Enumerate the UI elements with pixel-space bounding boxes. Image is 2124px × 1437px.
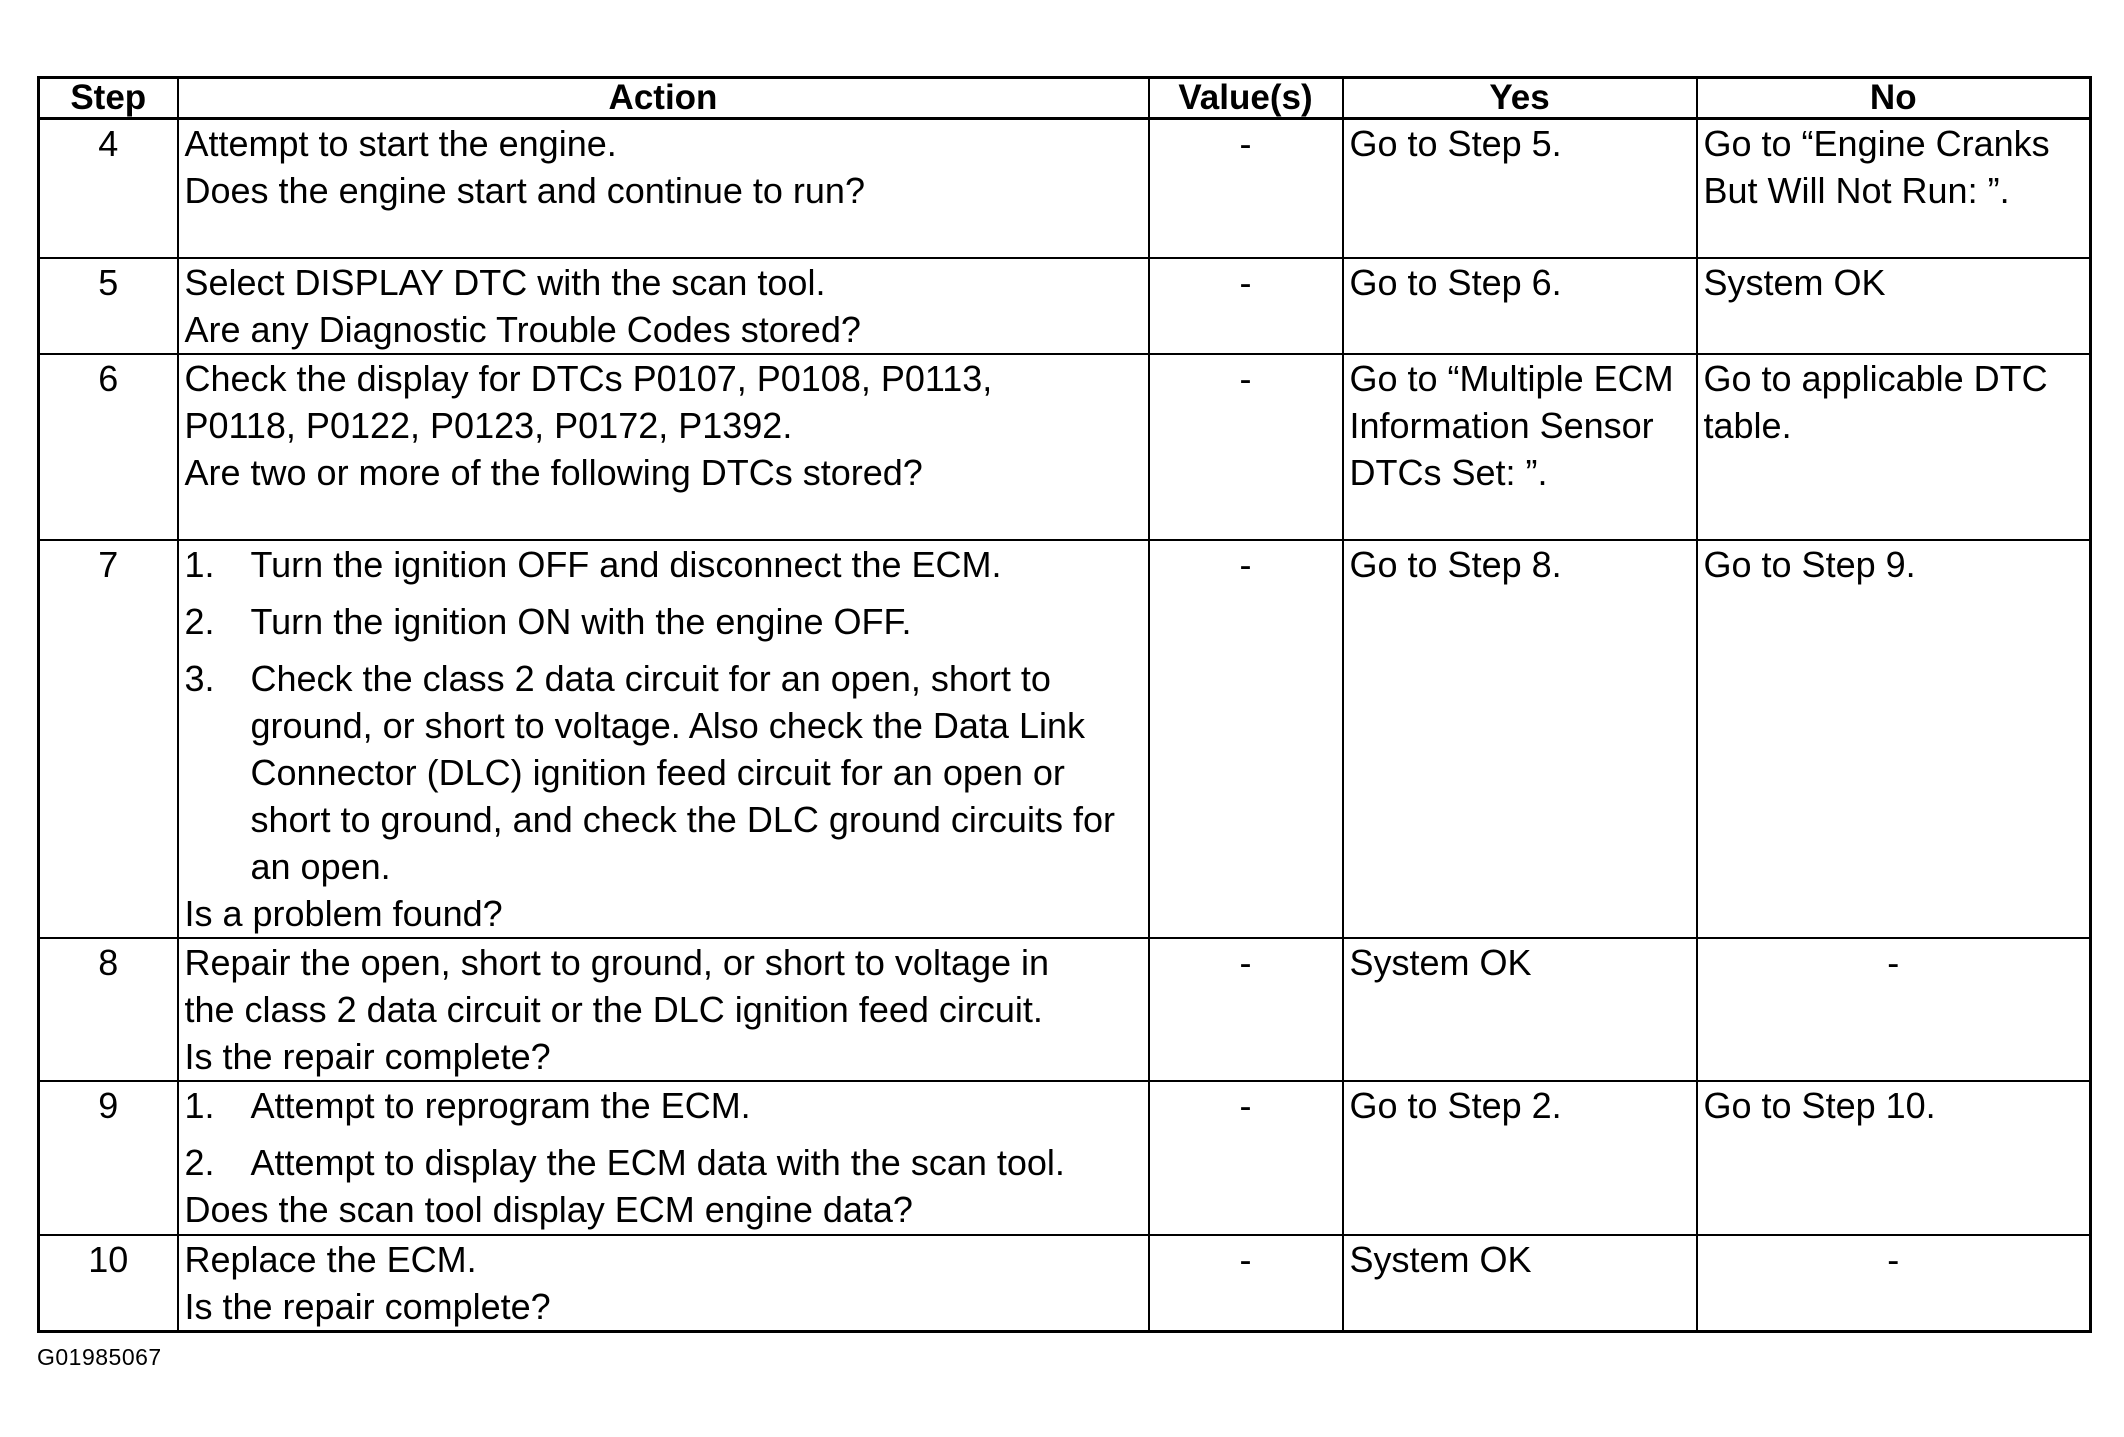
list-item	[185, 598, 1142, 645]
yes-cell: System OK	[1343, 1235, 1697, 1332]
table-row	[39, 119, 2091, 258]
step-number: 5	[39, 258, 178, 354]
action-line: the class 2 data circuit or the DLC ignition feed circuit.	[184, 988, 1043, 1030]
action-question: Does the scan tool display ECM engine data?	[184, 1188, 913, 1230]
header-yes: Yes	[1343, 78, 1697, 119]
no-cell: -	[1697, 1235, 2091, 1332]
yes-cell: Go to Step 5.	[1343, 119, 1697, 258]
list-item-number: 3.	[184, 657, 215, 699]
list-item-number: 2.	[184, 1141, 215, 1183]
list-item-text: Attempt to display the ECM data with the scan tool.	[250, 1141, 1065, 1183]
list-item	[185, 541, 1142, 588]
figure-id-label: G01985067	[37, 1344, 162, 1370]
list-item-text: Turn the ignition ON with the engine OFF.	[250, 600, 912, 642]
list-item	[185, 655, 1142, 890]
action-cell	[178, 1081, 1149, 1235]
value-cell: -	[1149, 938, 1343, 1081]
action-cell	[178, 119, 1149, 258]
action-line: Replace the ECM.	[184, 1238, 477, 1280]
action-question: Does the engine start and continue to run?	[184, 170, 865, 211]
no-cell: Go to “Engine Cranks But Will Not Run: ”.	[1697, 119, 2091, 258]
no-cell: Go to Step 9.	[1697, 540, 2091, 938]
table-row	[39, 354, 2091, 540]
diagnostic-table	[37, 76, 2092, 1333]
step-number: 8	[39, 938, 178, 1081]
no-cell: System OK	[1697, 258, 2091, 354]
header-values: Value(s)	[1149, 78, 1343, 119]
action-line: P0118, P0122, P0123, P0172, P1392.	[184, 404, 793, 446]
table-row	[39, 938, 2091, 1081]
value-cell: -	[1149, 119, 1343, 258]
step-number: 7	[39, 540, 178, 938]
no-cell: Go to Step 10.	[1697, 1081, 2091, 1235]
action-cell	[178, 354, 1149, 540]
action-cell	[178, 1235, 1149, 1332]
action-line: Repair the open, short to ground, or short to voltage in	[184, 941, 1050, 983]
yes-cell: System OK	[1343, 938, 1697, 1081]
action-question: Is the repair complete?	[184, 1285, 551, 1327]
table-row	[39, 540, 2091, 938]
step-number: 9	[39, 1081, 178, 1235]
action-question: Is the repair complete?	[184, 1035, 551, 1077]
header-step: Step	[39, 78, 178, 119]
table-row	[39, 1235, 2091, 1332]
value-cell: -	[1149, 1235, 1343, 1332]
action-cell	[178, 540, 1149, 938]
value-cell: -	[1149, 354, 1343, 540]
list-item-text: Turn the ignition OFF and disconnect the ECM.	[250, 543, 1002, 585]
yes-cell: Go to Step 8.	[1343, 540, 1697, 938]
header-action: Action	[178, 78, 1149, 119]
list-item	[185, 1082, 1142, 1129]
step-number: 4	[39, 119, 178, 258]
action-cell	[178, 258, 1149, 354]
table-header-row	[39, 78, 2091, 119]
list-item	[185, 1139, 1142, 1186]
no-cell: -	[1697, 938, 2091, 1081]
action-line: Attempt to start the engine.	[184, 123, 617, 164]
value-cell: -	[1149, 258, 1343, 354]
list-item-number: 1.	[184, 1084, 215, 1126]
value-cell: -	[1149, 1081, 1343, 1235]
action-steps-list	[185, 541, 1142, 890]
step-number: 6	[39, 354, 178, 540]
action-steps-list	[185, 1082, 1142, 1186]
action-question: Is a problem found?	[184, 892, 503, 934]
value-cell: -	[1149, 540, 1343, 938]
yes-cell: Go to Step 6.	[1343, 258, 1697, 354]
step-number: 10	[39, 1235, 178, 1332]
action-line: Check the display for DTCs P0107, P0108, P0113,	[184, 357, 993, 399]
list-item-text: Check the class 2 data circuit for an open, short to ground, or short to voltage. Also check the Data Link Connector (DLC) ignition feed circuit for an open or short to ground, and check the DLC ground circuits for an open.	[250, 657, 1115, 887]
no-cell: Go to applicable DTC table.	[1697, 354, 2091, 540]
action-line: Select DISPLAY DTC with the scan tool.	[184, 261, 826, 303]
yes-cell: Go to Step 2.	[1343, 1081, 1697, 1235]
table-row	[39, 1081, 2091, 1235]
action-cell	[178, 938, 1149, 1081]
table-row	[39, 258, 2091, 354]
action-question: Are any Diagnostic Trouble Codes stored?	[184, 308, 861, 350]
list-item-number: 2.	[184, 600, 215, 642]
header-no: No	[1697, 78, 2091, 119]
action-question: Are two or more of the following DTCs stored?	[184, 451, 923, 493]
list-item-number: 1.	[184, 543, 215, 585]
yes-cell: Go to “Multiple ECM Information Sensor DTCs Set: ”.	[1343, 354, 1697, 540]
list-item-text: Attempt to reprogram the ECM.	[250, 1084, 751, 1126]
